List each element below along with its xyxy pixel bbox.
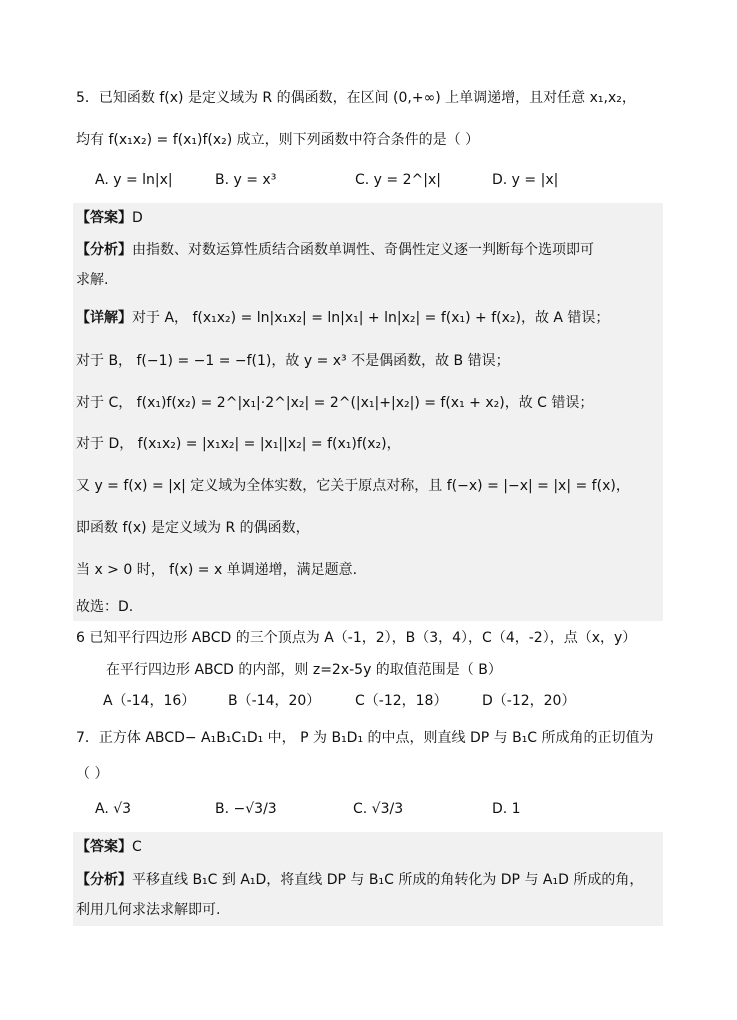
q5-detail-line: 故选：D. (76, 599, 134, 615)
q5-analysis-row (76, 240, 661, 260)
q5-detail-line: 对于 D， f(x₁x₂) = |x₁x₂| = |x₁||x₂| = f(x₁)f(x₂)， (76, 436, 401, 452)
q6-option-d: D（-12，20） (482, 693, 576, 709)
q5-detail-line: 当 x > 0 时， f(x) = x 单调递增，满足题意. (76, 562, 358, 578)
q5-detail-label: 【详解】 (76, 310, 132, 326)
q5-stem-line1: 5．已知函数 f(x) 是定义域为 R 的偶函数，在区间 (0,+∞) 上单调递增，且对任意 x₁,x₂， (76, 90, 636, 106)
q5-stem-line2: 均有 f(x₁x₂) = f(x₁)f(x₂) 成立，则下列函数中符合条件的是（ ） (76, 132, 480, 148)
q6-stem-line1: 6 已知平行四边形 ABCD 的三个顶点为 A（-1，2），B（3，4），C（4，-2），点（x，y） (76, 630, 637, 646)
q5-detail-line: 又 y = f(x) = |x| 定义域为全体实数，它关于原点对称，且 f(−x) = |−x| = |x| = f(x)， (76, 478, 630, 494)
q6-option-a: A（-14，16） (103, 693, 196, 709)
q7-answer-label: 【答案】 (76, 839, 132, 855)
q5-option-d: D. y = |x| (492, 172, 559, 188)
q5-analysis-text: 由指数、对数运算性质结合函数单调性、奇偶性定义逐一判断每个选项即可 (132, 242, 594, 258)
q5-detail-row-a (76, 308, 661, 328)
q7-analysis-row (76, 870, 661, 890)
q5-detail-line: 即函数 f(x) 是定义域为 R 的偶函数， (76, 520, 310, 536)
q7-option-a: A. √3 (95, 801, 132, 817)
q7-option-b: B. −√3/3 (215, 801, 277, 817)
q6-option-c: C（-12，18） (355, 693, 448, 709)
q7-answer-value: C (132, 839, 142, 855)
q5-answer-value: D (132, 210, 143, 226)
q7-stem-line1: 7．正方体 ABCD− A₁B₁C₁D₁ 中， P 为 B₁D₁ 的中点，则直线 DP 与 B₁C 所成角的正切值为 (76, 730, 654, 746)
q5-analysis-label: 【分析】 (76, 242, 132, 258)
q7-option-c: C. √3/3 (353, 801, 404, 817)
q7-stem-line2: （ ） (76, 766, 109, 782)
q5-analysis-row2: 求解. (76, 272, 109, 288)
q7-analysis-row2: 利用几何求法求解即可. (76, 902, 221, 918)
q5-answer-label: 【答案】 (76, 210, 132, 226)
q5-detail-line: 对于 A， f(x₁x₂) = ln|x₁x₂| = ln|x₁| + ln|x₂| = f(x₁) + f(x₂)，故 A 错误； (132, 310, 610, 326)
q5-option-a: A. y = ln|x| (95, 172, 173, 188)
q7-analysis-label: 【分析】 (76, 872, 132, 888)
q7-analysis-text: 平移直线 B₁C 到 A₁D，将直线 DP 与 B₁C 所成的角转化为 DP 与 A₁D 所成的角， (132, 872, 644, 888)
q7-answer-row (76, 837, 661, 857)
q7-option-d: D. 1 (492, 801, 521, 817)
q5-option-b: B. y = x³ (215, 172, 277, 188)
q5-answer-row (76, 208, 661, 228)
q6-stem-line2: 在平行四边形 ABCD 的内部，则 z=2x-5y 的取值范围是（ B） (106, 662, 502, 678)
q5-option-c: C. y = 2^|x| (355, 172, 441, 188)
q5-detail-line: 对于 B， f(−1) = −1 = −f(1)，故 y = x³ 不是偶函数，故 B 错误； (76, 353, 510, 369)
q6-option-b: B（-14，20） (228, 693, 321, 709)
q5-detail-line: 对于 C， f(x₁)f(x₂) = 2^|x₁|·2^|x₂| = 2^(|x₁|+|x₂|) = f(x₁ + x₂)，故 C 错误； (76, 395, 594, 411)
